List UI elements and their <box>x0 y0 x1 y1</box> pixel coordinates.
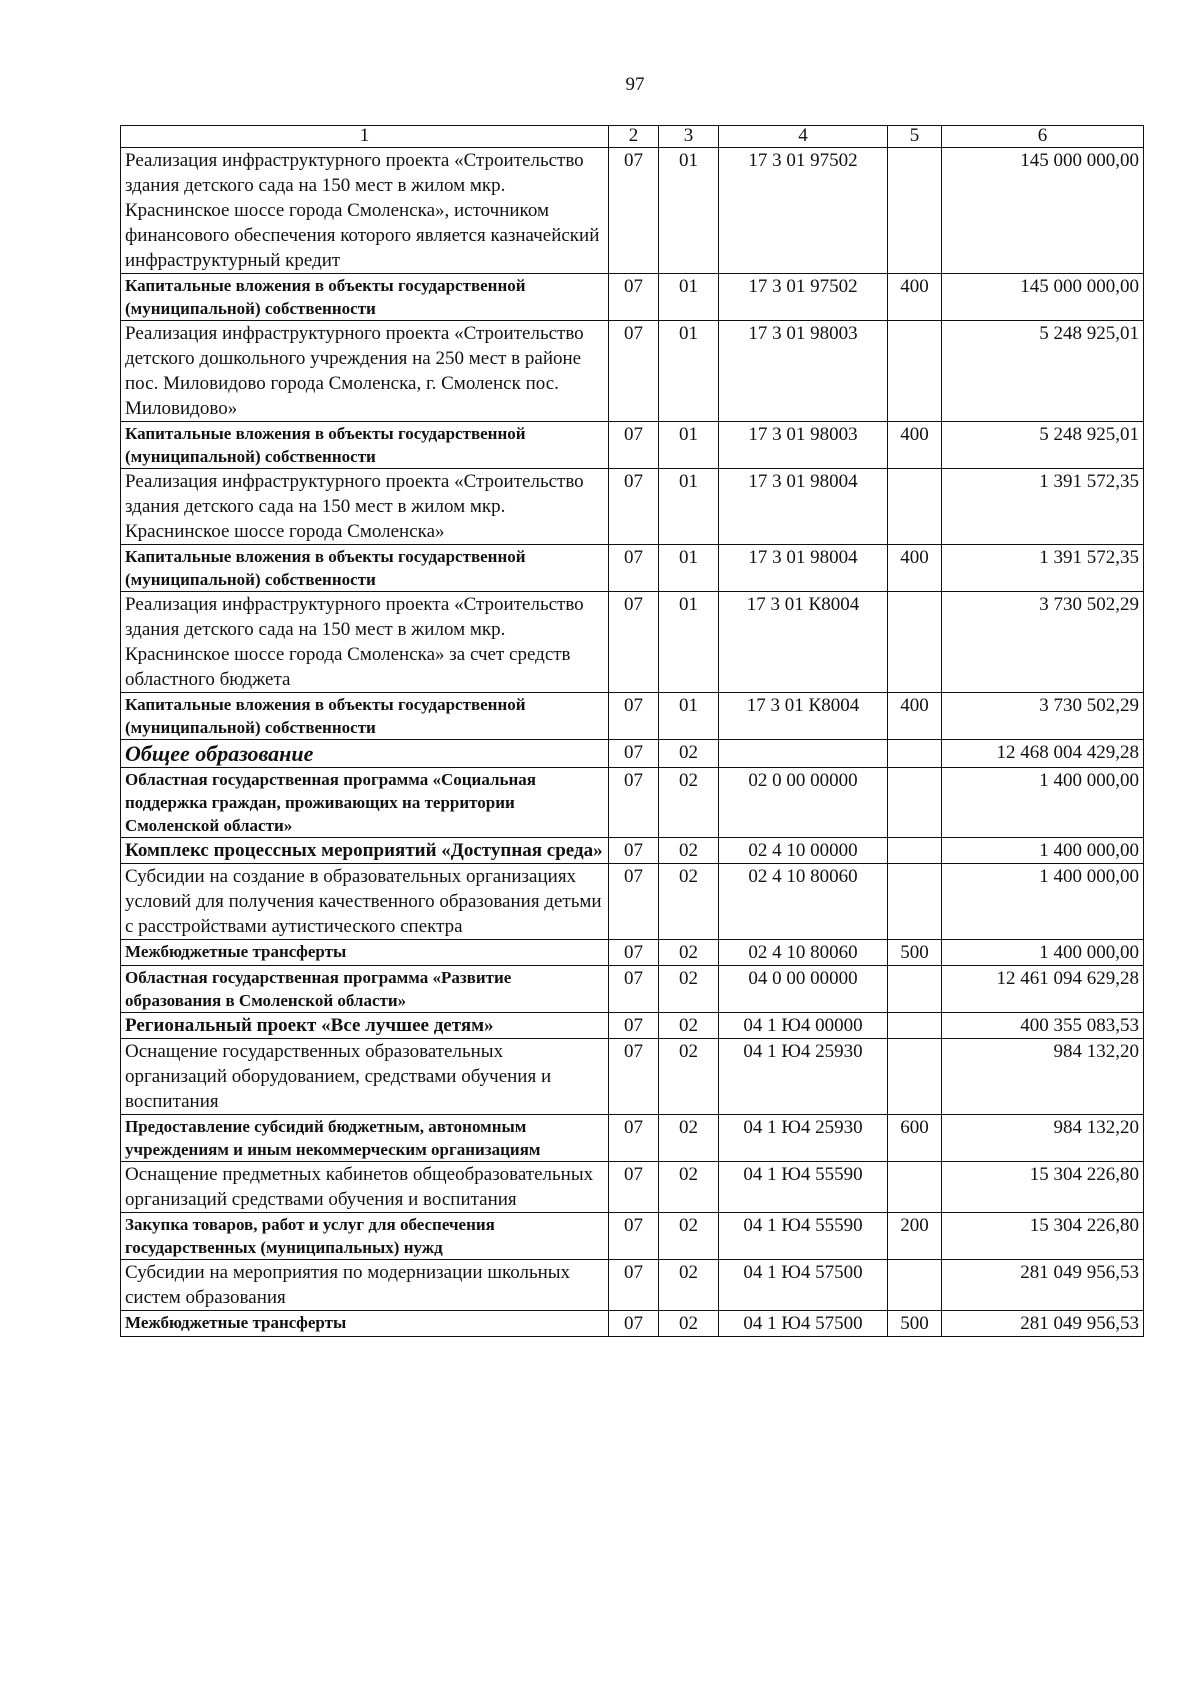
row-amount: 1 391 572,35 <box>942 545 1144 592</box>
row-section-code: 07 <box>609 321 659 422</box>
row-expense-type <box>888 1260 942 1311</box>
table-row <box>121 1013 1144 1039</box>
row-section-code: 07 <box>609 940 659 966</box>
row-name: Межбюджетные трансферты <box>121 1311 609 1337</box>
row-section-code: 07 <box>609 545 659 592</box>
row-name: Закупка товаров, работ и услуг для обеспечения государственных (муниципальных) нужд <box>121 1213 609 1260</box>
row-subsection-code: 01 <box>659 693 719 740</box>
row-subsection-code: 02 <box>659 1115 719 1162</box>
row-target-code: 04 1 Ю4 57500 <box>719 1260 888 1311</box>
row-target-code: 17 3 01 97502 <box>719 148 888 274</box>
row-section-code: 07 <box>609 1260 659 1311</box>
row-subsection-code: 02 <box>659 1039 719 1115</box>
row-amount: 400 355 083,53 <box>942 1013 1144 1039</box>
row-subsection-code: 02 <box>659 966 719 1013</box>
row-name: Региональный проект «Все лучшее детям» <box>121 1013 609 1039</box>
row-target-code: 02 4 10 00000 <box>719 838 888 864</box>
table-row <box>121 940 1144 966</box>
row-subsection-code: 01 <box>659 274 719 321</box>
row-target-code: 04 1 Ю4 25930 <box>719 1039 888 1115</box>
row-section-code: 07 <box>609 1013 659 1039</box>
row-subsection-code: 02 <box>659 864 719 940</box>
row-amount: 15 304 226,80 <box>942 1213 1144 1260</box>
budget-table <box>120 125 1144 1337</box>
row-amount: 145 000 000,00 <box>942 274 1144 321</box>
column-header: 5 <box>888 126 942 148</box>
row-expense-type <box>888 321 942 422</box>
row-target-code: 02 0 00 00000 <box>719 768 888 838</box>
row-amount: 281 049 956,53 <box>942 1311 1144 1337</box>
row-name: Областная государственная программа «Социальная поддержка граждан, проживающих на территории Смоленской области» <box>121 768 609 838</box>
row-target-code: 17 3 01 К8004 <box>719 693 888 740</box>
row-target-code: 17 3 01 98004 <box>719 469 888 545</box>
row-expense-type <box>888 838 942 864</box>
row-amount: 984 132,20 <box>942 1115 1144 1162</box>
row-expense-type: 400 <box>888 274 942 321</box>
row-amount: 1 400 000,00 <box>942 940 1144 966</box>
table-row <box>121 1162 1144 1213</box>
row-amount: 12 461 094 629,28 <box>942 966 1144 1013</box>
row-expense-type <box>888 592 942 693</box>
row-section-code: 07 <box>609 768 659 838</box>
row-expense-type <box>888 148 942 274</box>
row-amount: 1 400 000,00 <box>942 864 1144 940</box>
row-section-code: 07 <box>609 1162 659 1213</box>
row-amount: 281 049 956,53 <box>942 1260 1144 1311</box>
row-name: Предоставление субсидий бюджетным, автономным учреждениям и иным некоммерческим организациям <box>121 1115 609 1162</box>
row-expense-type <box>888 740 942 768</box>
row-expense-type <box>888 966 942 1013</box>
row-expense-type <box>888 864 942 940</box>
table-row <box>121 592 1144 693</box>
table-row <box>121 1260 1144 1311</box>
row-subsection-code: 02 <box>659 1260 719 1311</box>
table-row <box>121 148 1144 274</box>
row-name: Межбюджетные трансферты <box>121 940 609 966</box>
row-section-code: 07 <box>609 592 659 693</box>
row-name: Общее образование <box>121 740 609 768</box>
row-target-code: 17 3 01 98004 <box>719 545 888 592</box>
row-name: Комплекс процессных мероприятий «Доступная среда» <box>121 838 609 864</box>
column-header: 3 <box>659 126 719 148</box>
row-amount: 1 391 572,35 <box>942 469 1144 545</box>
row-name: Капитальные вложения в объекты государственной (муниципальной) собственности <box>121 693 609 740</box>
row-amount: 5 248 925,01 <box>942 321 1144 422</box>
row-subsection-code: 02 <box>659 1213 719 1260</box>
row-target-code: 04 0 00 00000 <box>719 966 888 1013</box>
page-number: 97 <box>625 74 645 95</box>
row-amount: 145 000 000,00 <box>942 148 1144 274</box>
row-amount: 984 132,20 <box>942 1039 1144 1115</box>
row-section-code: 07 <box>609 740 659 768</box>
table-row <box>121 274 1144 321</box>
table-row <box>121 422 1144 469</box>
row-amount: 15 304 226,80 <box>942 1162 1144 1213</box>
row-subsection-code: 01 <box>659 545 719 592</box>
row-expense-type: 500 <box>888 1311 942 1337</box>
row-amount: 1 400 000,00 <box>942 768 1144 838</box>
table-row <box>121 838 1144 864</box>
table-row <box>121 321 1144 422</box>
row-name: Областная государственная программа «Развитие образования в Смоленской области» <box>121 966 609 1013</box>
header-row <box>121 126 1144 148</box>
row-section-code: 07 <box>609 274 659 321</box>
table-row <box>121 1115 1144 1162</box>
row-amount: 3 730 502,29 <box>942 693 1144 740</box>
row-subsection-code: 02 <box>659 838 719 864</box>
column-header: 2 <box>609 126 659 148</box>
row-subsection-code: 01 <box>659 469 719 545</box>
row-target-code: 04 1 Ю4 25930 <box>719 1115 888 1162</box>
row-name: Капитальные вложения в объекты государственной (муниципальной) собственности <box>121 545 609 592</box>
row-subsection-code: 02 <box>659 740 719 768</box>
row-section-code: 07 <box>609 1311 659 1337</box>
column-header: 6 <box>942 126 1144 148</box>
row-section-code: 07 <box>609 1039 659 1115</box>
row-section-code: 07 <box>609 422 659 469</box>
row-expense-type: 400 <box>888 545 942 592</box>
row-name: Реализация инфраструктурного проекта «Строительство здания детского сада на 150 мест в жилом мкр. Краснинское шоссе города Смоленска», источником финансового обеспечения которого является казначейский инфраструктурный кредит <box>121 148 609 274</box>
row-expense-type <box>888 768 942 838</box>
table-row <box>121 1311 1144 1337</box>
row-amount: 5 248 925,01 <box>942 422 1144 469</box>
row-section-code: 07 <box>609 469 659 545</box>
row-name: Реализация инфраструктурного проекта «Строительство здания детского сада на 150 мест в жилом мкр. Краснинское шоссе города Смоленска» <box>121 469 609 545</box>
table-row <box>121 1039 1144 1115</box>
row-expense-type: 400 <box>888 422 942 469</box>
table-row <box>121 864 1144 940</box>
row-expense-type: 600 <box>888 1115 942 1162</box>
row-target-code: 17 3 01 98003 <box>719 321 888 422</box>
table-row <box>121 469 1144 545</box>
row-name: Оснащение предметных кабинетов общеобразовательных организаций средствами обучения и воспитания <box>121 1162 609 1213</box>
row-target-code: 04 1 Ю4 55590 <box>719 1162 888 1213</box>
row-expense-type: 500 <box>888 940 942 966</box>
row-name: Реализация инфраструктурного проекта «Строительство детского дошкольного учреждения на 250 мест в районе пос. Миловидово города Смоленска, г. Смоленск пос. Миловидово» <box>121 321 609 422</box>
row-expense-type <box>888 1013 942 1039</box>
row-subsection-code: 02 <box>659 1162 719 1213</box>
row-subsection-code: 02 <box>659 1311 719 1337</box>
column-header: 4 <box>719 126 888 148</box>
table-row <box>121 740 1144 768</box>
row-subsection-code: 02 <box>659 1013 719 1039</box>
table-row <box>121 1213 1144 1260</box>
table-row <box>121 693 1144 740</box>
row-section-code: 07 <box>609 864 659 940</box>
row-subsection-code: 01 <box>659 422 719 469</box>
row-expense-type <box>888 469 942 545</box>
row-section-code: 07 <box>609 838 659 864</box>
row-amount: 1 400 000,00 <box>942 838 1144 864</box>
row-expense-type: 400 <box>888 693 942 740</box>
row-target-code: 17 3 01 98003 <box>719 422 888 469</box>
row-subsection-code: 02 <box>659 940 719 966</box>
table-body <box>121 148 1144 1337</box>
table-row <box>121 768 1144 838</box>
row-name: Субсидии на создание в образовательных организациях условий для получения качественного образования детьми с расстройствами аутистического спектра <box>121 864 609 940</box>
row-name: Реализация инфраструктурного проекта «Строительство здания детского сада на 150 мест в жилом мкр. Краснинское шоссе города Смоленска» за счет средств областного бюджета <box>121 592 609 693</box>
row-name: Субсидии на мероприятия по модернизации школьных систем образования <box>121 1260 609 1311</box>
row-subsection-code: 01 <box>659 321 719 422</box>
row-name: Капитальные вложения в объекты государственной (муниципальной) собственности <box>121 274 609 321</box>
row-section-code: 07 <box>609 148 659 274</box>
row-section-code: 07 <box>609 966 659 1013</box>
table-row <box>121 966 1144 1013</box>
row-target-code: 04 1 Ю4 57500 <box>719 1311 888 1337</box>
row-target-code: 04 1 Ю4 55590 <box>719 1213 888 1260</box>
row-target-code: 04 1 Ю4 00000 <box>719 1013 888 1039</box>
row-target-code: 17 3 01 97502 <box>719 274 888 321</box>
row-expense-type: 200 <box>888 1213 942 1260</box>
row-name: Капитальные вложения в объекты государственной (муниципальной) собственности <box>121 422 609 469</box>
row-amount: 12 468 004 429,28 <box>942 740 1144 768</box>
row-expense-type <box>888 1039 942 1115</box>
table-row <box>121 545 1144 592</box>
row-section-code: 07 <box>609 693 659 740</box>
row-subsection-code: 02 <box>659 768 719 838</box>
row-subsection-code: 01 <box>659 148 719 274</box>
row-target-code <box>719 740 888 768</box>
row-target-code: 02 4 10 80060 <box>719 940 888 966</box>
row-section-code: 07 <box>609 1115 659 1162</box>
row-expense-type <box>888 1162 942 1213</box>
row-target-code: 02 4 10 80060 <box>719 864 888 940</box>
row-section-code: 07 <box>609 1213 659 1260</box>
row-name: Оснащение государственных образовательных организаций оборудованием, средствами обучения и воспитания <box>121 1039 609 1115</box>
column-header: 1 <box>121 126 609 148</box>
row-amount: 3 730 502,29 <box>942 592 1144 693</box>
row-target-code: 17 3 01 К8004 <box>719 592 888 693</box>
row-subsection-code: 01 <box>659 592 719 693</box>
